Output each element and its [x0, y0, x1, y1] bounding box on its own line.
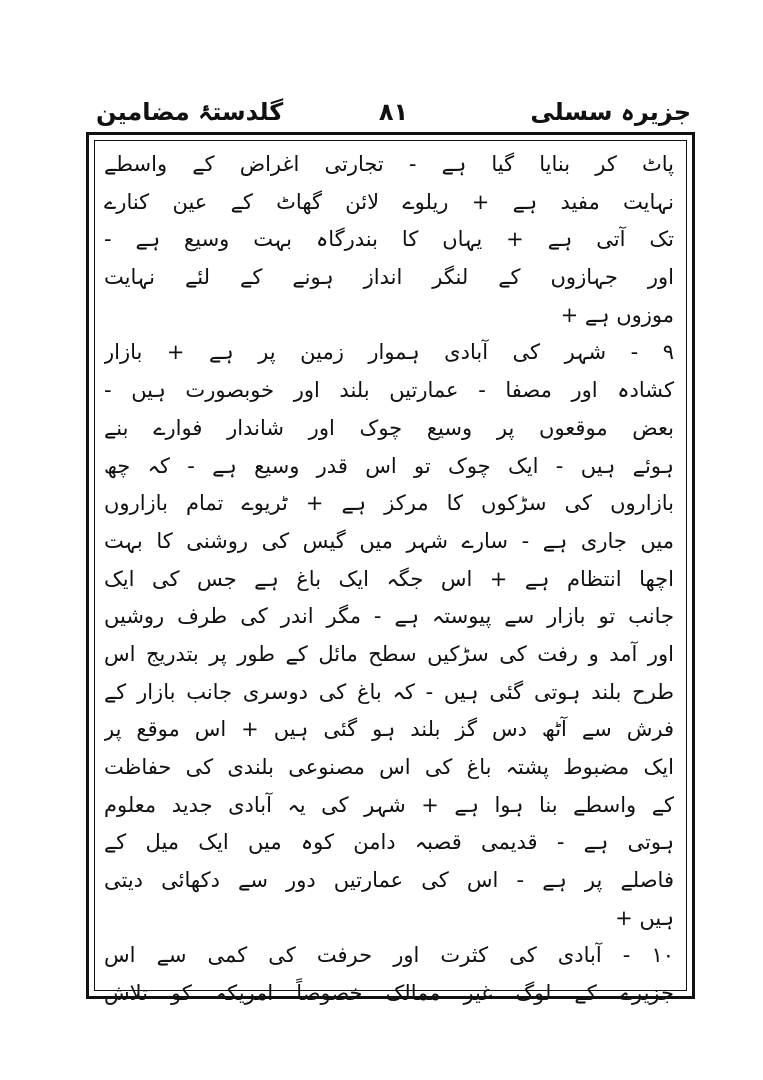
- text-line: طرح بلند ہوتی گئی ہیں - کہ باغ کی دوسری جانب بازار کے: [104, 679, 674, 704]
- page-number: ۸۱: [378, 98, 409, 126]
- text-line: نہایت مفید ہے + ریلوے لائن گھاٹ کے عین کنارے: [104, 189, 674, 214]
- text-line: ۹ - شہر کی آبادی ہموار زمین پر ہے + بازار: [104, 340, 674, 365]
- book-title: گلدستۂ مضامین: [96, 98, 284, 126]
- text-line: میں جاری ہے - سارے شہر میں گیس کی روشنی کا بہت: [104, 528, 674, 553]
- text-line: فرش سے آٹھ دس گز بلند ہو گئی ہیں + اس موقع پر: [104, 717, 674, 742]
- text-line: ایک مضبوط پشتہ باغ کی اس مصنوعی بلندی کی حفاظت: [104, 755, 674, 779]
- text-line: تک آتی ہے + یہاں کا بندرگاہ بہت وسیع ہے -: [104, 227, 674, 252]
- text-line: اور جہازوں کے لنگر انداز ہونے کے لئے نہایت: [104, 265, 674, 290]
- text-line: جزیرے کے لوگ غیر ممالک خصوصاً امریکہ کو تلاش: [104, 981, 674, 1006]
- text-line: اور آمد و رفت کی سڑکیں سطح مائل کے طور پر بتدریج اس: [104, 641, 674, 666]
- text-line: اچھا انتظام ہے + اس جگہ ایک باغ ہے جس کی ایک: [104, 566, 674, 591]
- text-line: کے واسطے بنا ہوا ہے + شہر کی یہ آبادی جدید معلوم: [104, 792, 674, 817]
- text-line: ہوئے ہیں - ایک چوک تو اس قدر وسیع ہے - کہ چھ: [104, 453, 674, 478]
- text-line: کشادہ اور مصفا - عمارتیں بلند اور خوبصورت ہیں -: [104, 378, 674, 403]
- text-line: ۱۰ - آبادی کی کثرت اور حرفت کی کمی سے اس: [104, 943, 674, 968]
- chapter-title: جزیرہ سسلی: [530, 98, 691, 126]
- text-line: ہوتی ہے - قدیمی قصبہ دامن کوہ میں ایک میل کے: [104, 830, 674, 855]
- text-line: موزوں ہے +: [560, 302, 674, 327]
- text-line: بازاروں کی سڑکوں کا مرکز ہے + ٹریوے تمام بازاروں: [104, 491, 674, 516]
- page-header: [96, 92, 691, 132]
- body-text: [104, 146, 674, 1006]
- text-line: جانب تو بازار سے پیوستہ ہے - مگر اندر کی طرف روشیں: [104, 604, 674, 629]
- text-line: بعض موقعوں پر وسیع چوک اور شاندار فوارے بنے: [104, 415, 674, 440]
- text-line: ہیں +: [615, 905, 674, 930]
- text-line: پاٹ کر بنایا گیا ہے - تجارتی اغراض کے واسطے: [104, 152, 674, 176]
- text-line: فاصلے پر ہے - اس کی عمارتیں دور سے دکھائی دیتی: [104, 868, 674, 893]
